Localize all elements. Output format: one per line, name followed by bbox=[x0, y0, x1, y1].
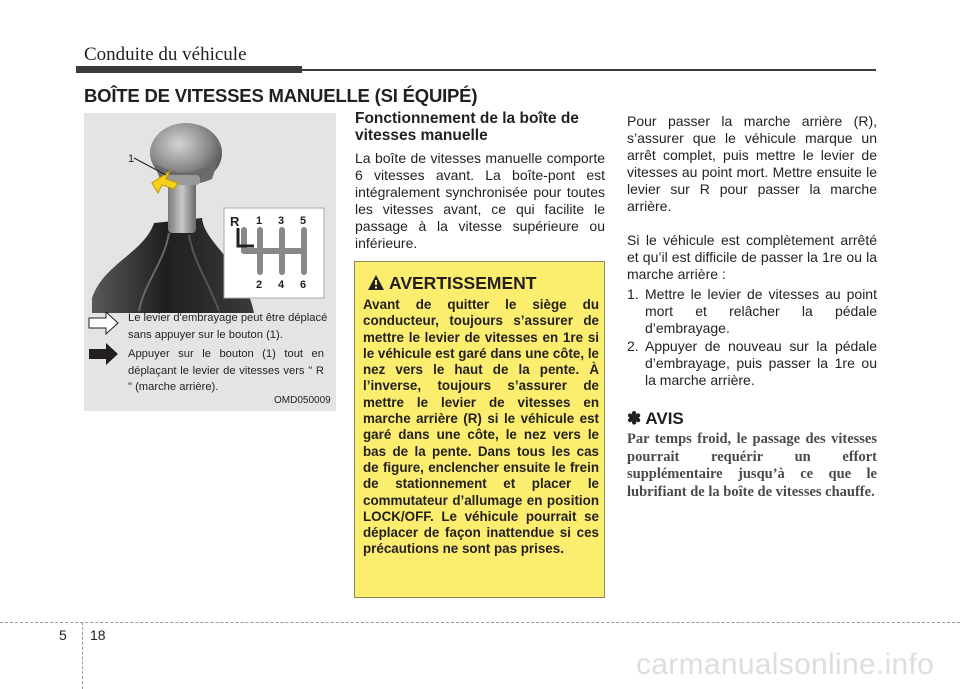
figure-code: OMD050009 bbox=[274, 395, 331, 406]
outline-arrow-icon bbox=[89, 312, 118, 334]
header-rule bbox=[302, 69, 876, 71]
note-text: Par temps froid, le passage des vitesses pourrait requérir un effort supplémentaire jusqu’à ce que le lubrifiant de la boîte de vitesses chauffe. bbox=[627, 431, 877, 500]
solid-arrow-icon bbox=[89, 343, 118, 365]
note-title: AVIS bbox=[645, 409, 684, 428]
chapter-number: 5 bbox=[59, 627, 67, 643]
subheading: Fonctionnement de la boîte de vitesses manuelle bbox=[355, 110, 579, 144]
warning-box bbox=[354, 261, 605, 598]
gate-label-4: 4 bbox=[278, 279, 285, 291]
step-text: Appuyer de nouveau sur la pédale d’embrayage, puis passer la 1re ou la marche arrière. bbox=[645, 338, 877, 388]
watermark: carmanualsonline.info bbox=[636, 648, 935, 681]
chapter-title: Conduite du véhicule bbox=[84, 44, 247, 65]
gate-label-3: 3 bbox=[278, 215, 285, 227]
header-bar bbox=[76, 66, 302, 73]
reverse-paragraph: Pour passer la marche arrière (R), s’assurer que le véhicule marque un arrêt complet, puis mettre le levier de vitesses au point mort. Mettre ensuite le levier sur R pour passer la marche arrière. bbox=[627, 113, 877, 214]
gate-label-r: R bbox=[230, 214, 240, 229]
warning-text: Avant de quitter le siège du conducteur, toujours s’assurer de mettre le levier de vitesses en 1re si le véhicule est garé dans une côte, le nez vers le haut de la pente. À l’inverse, toujours s’assurer de mettre le levier de vitesses en marche arrière (R) si le véhicule est garé dans une côte, le nez vers le bas de la pente. Dans tous les cas de figure, enclencher ensuite le frein de stationnement et placer le commutateur d’allumage en position LOCK/OFF. Le véhicule pourrait se déplacer de façon inattendue si ces précautions ne sont pas prises. bbox=[363, 297, 599, 557]
footer-divider bbox=[82, 622, 83, 689]
footer-rule bbox=[0, 622, 960, 623]
warning-title: AVERTISSEMENT bbox=[389, 273, 537, 293]
warning-triangle-icon bbox=[367, 274, 385, 291]
gate-label-1: 1 bbox=[256, 215, 263, 227]
step-text: Mettre le levier de vitesses au point mort et relâcher la pédale d’embrayage. bbox=[645, 286, 877, 336]
section-title: BOÎTE DE VITESSES MANUELLE (SI ÉQUIPÉ) bbox=[84, 85, 478, 106]
difficulty-paragraph: Si le véhicule est complètement arrêté et qu’il est difficile de passer la 1re ou la marche arrière : bbox=[627, 232, 877, 282]
gate-label-5: 5 bbox=[300, 215, 307, 227]
figure-caption-1: Le levier d'embrayage peut être déplacé sans appuyer sur le bouton (1). bbox=[128, 312, 328, 341]
step-number: 2. bbox=[627, 338, 639, 354]
gate-label-2: 2 bbox=[256, 279, 263, 291]
figure-caption-2: Appuyer sur le bouton (1) tout en déplaçant le levier de vitesses vers " R " (marche arrière). bbox=[128, 348, 324, 393]
page-number: 18 bbox=[90, 627, 106, 643]
intro-paragraph: La boîte de vitesses manuelle comporte 6 vitesses avant. La boîte-pont est intégralement synchronisée pour toutes les vitesses avant, ce qui facilite le passage à la vitesse supérieure ou inférieure. bbox=[355, 150, 605, 251]
step-number: 1. bbox=[627, 286, 639, 302]
shift-pattern-diagram bbox=[224, 208, 324, 298]
callout-label: 1 bbox=[128, 153, 135, 165]
note-symbol-icon: ✽ bbox=[627, 409, 642, 428]
note-heading bbox=[627, 409, 684, 429]
gear-lever-figure bbox=[84, 113, 336, 411]
gate-label-6: 6 bbox=[300, 279, 307, 291]
